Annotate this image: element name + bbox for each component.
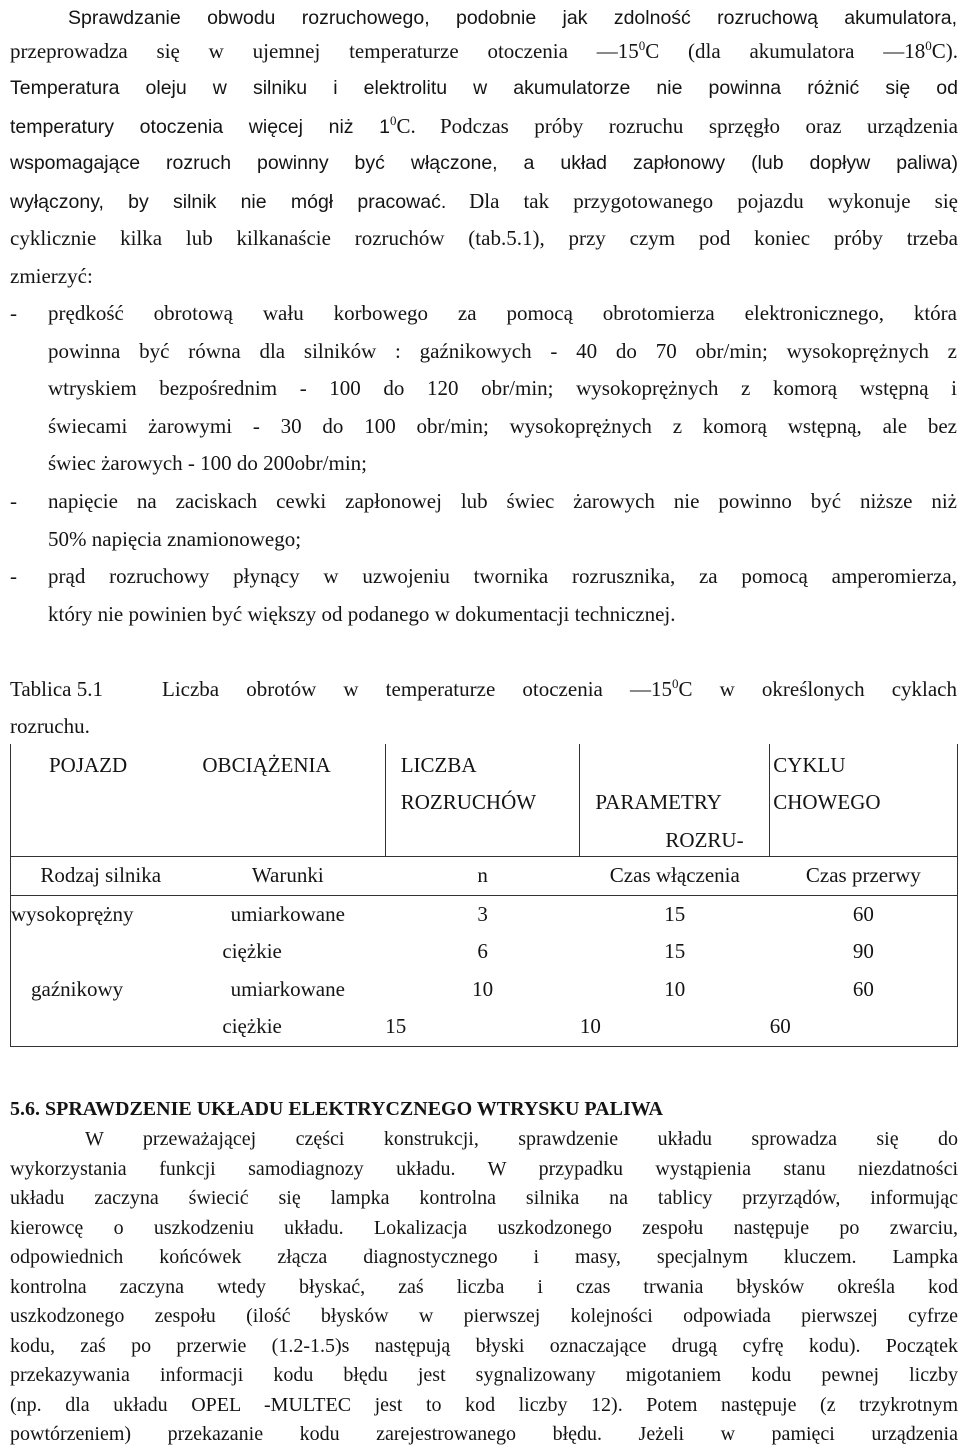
- text-line: Temperatura oleju w silniku i elektrolitu w akumulatorze nie powinna różnić się od: [10, 77, 958, 99]
- table-row: ciężkie 15 10 60: [11, 1008, 958, 1046]
- header-rozruchow: ROZRUCHÓW: [400, 790, 537, 814]
- text-line: Sprawdzanie obwodu rozruchowego, podobnie jak zdolność rozruchową akumulatora,: [68, 7, 957, 29]
- table-row: gaźnikowy umiarkowane 10 10 60: [11, 971, 958, 1009]
- section-heading: 5.6. SPRAWDZENIE UKŁADU ELEKTRYCZNEGO WTRYSKU PALIWA: [10, 1098, 663, 1120]
- col-header-engine: Rodzaj silnika: [11, 857, 191, 896]
- header-liczba: LICZBA: [400, 753, 477, 777]
- section-paragraph: W przeważającej części konstrukcji, sprawdzenie układu sprowadza się do wykorzystania funkcji samodiagnozy układu. W przypadku wystąpienia stanu niezdatności układu zaczyna świecić się lampka kontrolna silnika na tablicy przyrządów, informując kierowcę o uszkodzeniu układu. Lokalizacja uszkodzonego zespołu następuje po zwarciu, odpowiednich końcówek złącza diagnostycznego i masy, specjalnym kluczem. Lampka kontrolna zaczyna wtedy błyskać, zaś liczba i czas trwania błysków określa kod uszkodzonego zespołu (ilość błysków w pierwszej kolejności odpowiada pierwszej cyfrze kodu, zaś po przerwie (1.2-1.5)s następują błyski oznaczające drugą cyfrę kodu). Początek przekazywania informacji kodu błędu jest sygnalizowany migotaniem kodu pewnej liczby (np. dla układu OPEL -MULTEC jest to kod liczby 12). Potem następuje (z trzykrotnym powtórzeniem) przekazanie kodu zarejestrowanego błędu. Jeżeli w pamięci urządzenia: [10, 1128, 958, 1445]
- header-obciazenia: OBCIĄŻENIA: [202, 753, 331, 777]
- col-header-conditions: Warunki: [190, 857, 385, 896]
- table-row: ciężkie 6 15 90: [11, 933, 958, 971]
- table-row: wysokoprężny umiarkowane 3 15 60: [11, 895, 958, 933]
- text-line: cyklicznie kilka lub kilkanaście rozruchów (tab.5.1), przy czym pod koniec próby trzeba: [10, 226, 958, 250]
- header-parametry: PARAMETRY: [595, 790, 722, 814]
- header-rozru: ROZRU-: [665, 828, 744, 852]
- header-pojazd: POJAZD: [49, 753, 128, 777]
- table-header-row: [11, 744, 958, 857]
- col-header-break-time: Czas przerwy: [770, 857, 958, 896]
- text-line: wyłączony, by silnik nie mógł pracować. Dla tak przygotowanego pojazdu wykonuje się: [10, 189, 958, 213]
- starting-cycles-table: [10, 744, 958, 1047]
- document-page: Sprawdzanie obwodu rozruchowego, podobnie jak zdolność rozruchową akumulatora, przeprowadza się w ujemnej temperaturze otoczenia $—15^0C$ (dla akumulatora $—18^0C$). Temperatura oleju w silniku i elektrolitu w akumulatorze nie powinna różnić się od temperatury otoczenia więcej niż $1^0C$. Podczas próby rozruchu sprzęgło oraz urządzenia wspomagające rozruch powinny być włączone, a układ zapłonowy (lub dopływ paliwa) wyłączony, by silnik nie mógł pracować. Dla tak przygotowanego pojazdu wykonuje się cyklicznie kilka lub kilkanaście rozruchów (tab.5.1), przy czym pod koniec próby trzeba zmierzyć: - prędkość obrotową wału korbowego za pomocą obrotomierza elektronicznego, która powinna być równa dla silników : gaźnikowych - 40 do 70 obr/min; wysokoprężnych z wtryskiem bezpośrednim - 100 do 120 obr/min; wysokoprężnych z komorą wstępną i świecami żarowymi - 30 do 100 obr/min; wysokoprężnych z komorą wstępną, ale bez świec żarowych - 100 do 200obr/min; - napięcie na zaciskach cewki zapłonowej lub świec żarowych nie powinno być niższe niż 50% napięcia znamionowego; - prąd rozruchowy płynący w uzwojeniu twornika rozrusznika, za pomocą amperomierza, który nie powinien być większy od podanego w dokumentacji technicznej. Tablica 5.1 Liczba obrotów w temperaturze otoczenia $—15^0C$ w określonych cyklach rozruchu. POJAZD OBCIĄŻENIA LICZBA ROZRUCHÓW PARAMETRY ROZRU- CYKLU CHOWEGO Rodzaj silnika Warunki n Czas włączenia Czas przerwy wysokoprężny umiarkowane 3 15 60 ciężkie 6 15 90 gaźnikowy umiarkowane 10 10 60 ciężkie 15 10 60 5.6. SPRAWDZENIE UKŁADU ELEKTRYCZNEGO WTRYSKU PALIWA W przeważającej części konstrukcji, sprawdzenie układu sprowadza się do wykorzystania funkcji samodiagnozy układu. W przypadku wystąpienia stanu niezdatności układu zaczyna świecić się lampka kontrolna silnika na tablicy przyrządów, informując kierowcę o uszkodzeniu układu. Lokalizacja uszkodzonego zespołu następuje po zwarciu, odpowiednich końcówek złącza diagnostycznego i masy, specjalnym kluczem. Lampka kontrolna zaczyna wtedy błyskać, zaś liczba i czas trwania błysków określa kod uszkodzonego zespołu (ilość błysków w pierwszej kolejności odpowiada pierwszej cyfrze kodu, zaś po przerwie (1.2-1.5)s następują błyski oznaczające drugą cyfrę kodu). Początek przekazywania informacji kodu błędu jest sygnalizowany migotaniem kodu pewnej liczby (np. dla układu OPEL -MULTEC jest to kod liczby 12). Potem następuje (z trzykrotnym powtórzeniem) przekazanie kodu zarejestrowanego błędu. Jeżeli w pamięci urządzenia: [0, 0, 960, 1450]
- col-header-n: n: [385, 857, 580, 896]
- header-cyklu: CYKLU: [773, 753, 846, 777]
- text-line: wspomagające rozruch powinny być włączone, a układ zapłonowy (lub dopływ paliwa): [10, 152, 958, 174]
- text-line: przeprowadza się w ujemnej temperaturze otoczenia $—15^0C$ (dla akumulatora $—18^0C$).: [10, 38, 958, 63]
- header-chowego: CHOWEGO: [773, 790, 881, 814]
- col-header-on-time: Czas włączenia: [580, 857, 770, 896]
- text-line: temperatury otoczenia więcej niż $1^0C$. Podczas próby rozruchu sprzęgło oraz urządzenia: [10, 113, 958, 138]
- text-line: zmierzyć:: [10, 264, 93, 288]
- table-columns-row: [11, 857, 958, 896]
